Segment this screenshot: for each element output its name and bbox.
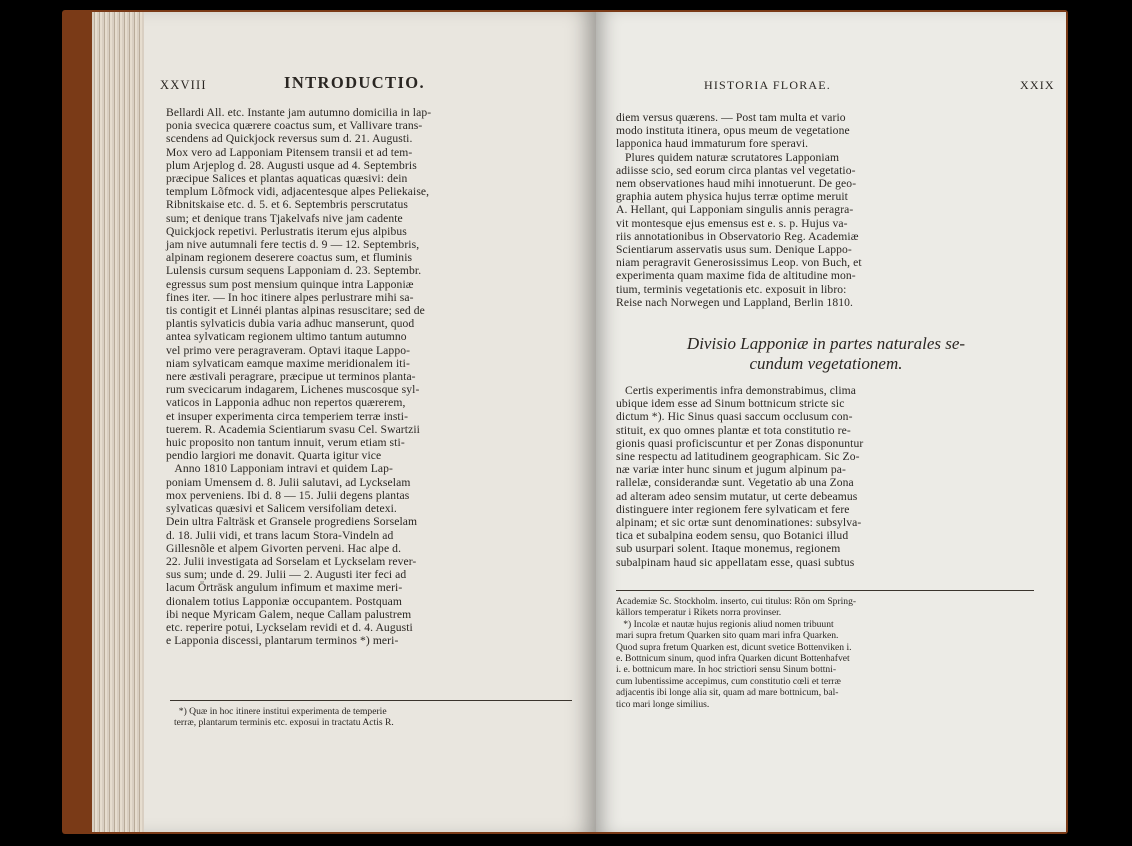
text-line: nem observationes haud mihi innotuerunt. De geo- <box>616 177 857 191</box>
text-line: ibi neque Myricam Galem, neque Callam palustrem <box>166 607 412 621</box>
text-line: alpinam regionem deserere coactus sum, et fluminis <box>166 251 413 265</box>
text-line: dictum *). Hic Sinus quasi saccum occlusum con- <box>616 410 853 424</box>
text-line: egressus sum post mensium quinque intra Lapponiæ <box>166 277 414 291</box>
text-line: huic proposito non tantum innuit, verum etiam sti- <box>166 436 405 450</box>
text-line: tium, terminis vegetationis etc. exposuit in libro: <box>616 282 847 296</box>
footnote-line: adjacentis ibi longe alia sit, quam ad mare bottnicum, bal- <box>616 687 839 699</box>
text-line: adiisse scio, sed eorum circa plantas vel vegetatio- <box>616 163 856 177</box>
text-line: dionalem totius Lapponiæ occupantem. Postquam <box>166 594 403 608</box>
text-line: tica et subalpina eodem sensu, quo Botanici illud <box>616 529 849 543</box>
footnote-line: terræ, plantarum terminis etc. exposui in tractatu Actis R. <box>174 717 394 729</box>
text-line: Certis experimentis infra demonstrabimus, clima <box>616 384 857 397</box>
text-line: tuerem. R. Academia Scientiarum svasu Cel. Swartzii <box>166 422 420 436</box>
text-line: lapponica haud immaturum fore speravi. <box>616 137 809 151</box>
text-line: niam sylvaticam eamque maxime meridionalem iti- <box>166 356 410 370</box>
text-line: næ variæ inter hunc sinum et jugum alpinum pa- <box>616 463 846 477</box>
text-line: scendens ad Quickjock reversus sum d. 21. Augusti. <box>166 132 413 146</box>
text-line: experimenta quam maxime fida de altitudine mon- <box>616 269 856 283</box>
left-footnote <box>174 706 394 729</box>
section-heading-line1: Divisio Lapponiæ in partes naturales se- <box>686 334 966 353</box>
text-line: sine respectu ad latitudinem geographicam. Sic Zo- <box>616 450 860 464</box>
text-line: Dein ultra Falträsk et Gransele progrediens Sorselam <box>166 515 418 529</box>
text-line: etc. reperire potui, Lyckselam revidi et d. 4. Augusti <box>166 620 413 634</box>
text-line: distinguere inter regionem fere sylvaticam et fere <box>616 502 850 516</box>
right-body-text-bottom <box>616 384 863 569</box>
right-footnote-rule <box>616 590 1034 591</box>
text-line: plum Arjeplog d. 28. Augusti usque ad 4. Septembris <box>166 158 417 172</box>
text-line: stituit, ex quo omnes plantæ et tota constitutio re- <box>616 423 851 437</box>
section-heading <box>616 334 1036 374</box>
footnote-line: mari supra fretum Quarken sito quam mari infra Quarken. <box>616 630 839 642</box>
text-line: Anno 1810 Lapponiam intravi et quidem Lap- <box>166 462 393 476</box>
text-line: plantis sylvaticis dubia varia adhuc manserunt, quod <box>166 317 415 331</box>
text-line: Reise nach Norwegen und Lappland, Berlin 1810. <box>616 295 854 309</box>
text-line: graphia autem physica hujus terræ optime meruit <box>616 190 849 204</box>
footnote-line: *) Incolæ et nautæ hujus regionis aliud nomen tribuunt <box>616 618 834 630</box>
text-line: ad alteram adeo sensim mutatur, ut certe debeamus <box>616 489 858 503</box>
text-line: Quickjock repetivi. Perlustratis iterum ejus alpibus <box>166 224 407 238</box>
text-line: vit montesque ejus emensus est e. s. p. Hujus va- <box>616 216 848 230</box>
text-line: lacum Örträsk angulum infimum et maxime meri- <box>166 581 403 595</box>
text-line: sylvaticas quæsivi et Salicem versifoliam detexi. <box>166 502 397 516</box>
text-line: rallelæ, considerandæ sunt. Vegetatio ab una Zona <box>616 476 854 490</box>
book <box>62 10 1068 834</box>
footnote-line: tico mari longe similius. <box>616 698 710 710</box>
text-line: sum; et denique trans Tjakelvafs nive jam cadente <box>166 211 403 225</box>
text-line: antea sylvaticam regionem ultimo tantum autumno <box>166 330 407 344</box>
right-page-number: XXIX <box>1020 78 1055 92</box>
left-page <box>144 12 596 832</box>
text-line: tis contigit et Linnéi plantas alpinas resuscitare; sed de <box>166 304 425 318</box>
left-footnote-rule <box>170 700 572 701</box>
page-edges <box>92 12 150 832</box>
text-line: gionis quasi proficiscuntur et per Zonas disponuntur <box>616 436 864 450</box>
text-line: Lulensis cursum sequens Lapponiam d. 23. Septembr. <box>166 264 422 278</box>
right-body-text-top <box>616 111 862 309</box>
text-line: vaticos in Lapponia adhuc non repertos quærerem, <box>166 396 406 410</box>
right-running-head: HISTORIA FLORAE. <box>704 78 831 92</box>
text-line: Scientiarum asservatis usus sum. Denique Lappo- <box>616 243 852 257</box>
text-line: templum Lõfmock vidi, adjacentesque alpes Peliekaise, <box>166 185 430 199</box>
text-line: pendio largiori me donavit. Quarta igitur vice <box>166 449 382 463</box>
left-running-head: INTRODUCTIO. <box>284 73 426 92</box>
text-line: jam nive autumnali fere tectis d. 9 — 12. Septembris, <box>166 238 420 252</box>
section-heading-line2: cundum vegetationem. <box>749 354 903 373</box>
text-line: vel primo vere peragraveram. Optavi itaque Lappo- <box>166 343 411 357</box>
text-line: poniam Umensem d. 8. Julii salutavi, ad Lyckselam <box>166 475 411 489</box>
text-line: et insuper experimenta circa temperiem terræ insti- <box>166 409 409 423</box>
right-page <box>596 12 1066 832</box>
text-line: A. Hellant, qui Lapponiam singulis annis peragra- <box>616 203 854 217</box>
text-line: diem versus quærens. — Post tam multa et vario <box>616 111 846 124</box>
text-line: alpinam; et sic ortæ sunt denominationes: subsylva- <box>616 516 862 530</box>
footnote-line: e. Bottnicum sinum, quod infra Quarken dicunt Bottenhafvet <box>616 653 850 665</box>
text-line: rum svecicarum indagarem, Lichenes muscosque syl- <box>166 383 420 397</box>
text-line: Mox vero ad Lapponiam Pitensem transii et ad tem- <box>166 145 413 159</box>
text-line: niam peragravit Generosissimus Leop. von Buch, et <box>616 256 862 270</box>
text-line: 22. Julii investigata ad Sorselam et Lyckselam rever- <box>166 554 417 568</box>
text-line: modo instituta itinera, opus meum de vegetatione <box>616 124 850 138</box>
text-line: Ribnitskaise etc. d. 5. et 6. Septembris perscrutatus <box>166 198 408 212</box>
footnote-line: i. e. bottnicum mare. In hoc strictiori sensu Sinum bottni- <box>616 664 837 676</box>
text-line: Bellardi All. etc. Instante jam autumno domicilia in lap- <box>166 106 432 119</box>
text-line: subalpinam haud sic appellatam esse, quasi subtus <box>616 555 855 569</box>
text-line: Gillesnõle et alpem Givorten perveni. Hac alpe d. <box>166 541 402 555</box>
text-line: Plures quidem naturæ scrutatores Lapponiam <box>616 150 840 164</box>
text-line: sub usurpari solent. Itaque monemus, regionem <box>616 542 841 556</box>
footnote-line: *) Quæ in hoc itinere institui experimenta de temperie <box>174 706 387 717</box>
footnote-line: Academiæ Sc. Stockholm. inserto, cui titulus: Rön om Spring- <box>616 596 857 607</box>
text-line: sus sum; unde d. 29. Julii — 2. Augusti iter feci ad <box>166 568 407 582</box>
right-footnote <box>616 596 856 710</box>
text-line: riis annotationibus in Observatorio Reg. Academiæ <box>616 229 859 243</box>
left-page-number: XXVIII <box>160 78 207 92</box>
text-line: e Lapponia discessi, plantarum terminos *) meri- <box>166 634 399 648</box>
text-line: fines iter. — In hoc itinere alpes perlustrare mihi sa- <box>166 290 414 304</box>
text-line: ubique idem esse ad Sinum bottnicum stricte sic <box>616 397 845 411</box>
footnote-line: källors temperatur i Rikets norra provinser. <box>616 607 782 619</box>
text-line: mox perveniens. Ibi d. 8 — 15. Julii degens plantas <box>166 488 410 502</box>
footnote-line: Quod supra fretum Quarken est, dicunt svetice Bottenviken i. <box>616 641 852 653</box>
footnote-line: cum lubentissime accepimus, cum constitutio cœli et terræ <box>616 675 841 687</box>
text-line: ponia svecica quærere coactus sum, et Vallivare trans- <box>166 119 423 133</box>
left-body-text <box>166 106 431 647</box>
text-line: nere æstivali peragrare, præcipue ut terminos planta- <box>166 370 416 384</box>
text-line: præcipue Salices et plantas aquaticas quæsivi: dein <box>166 172 408 186</box>
text-line: d. 18. Julii vidi, et trans lacum Stora-Vindeln ad <box>166 528 394 542</box>
